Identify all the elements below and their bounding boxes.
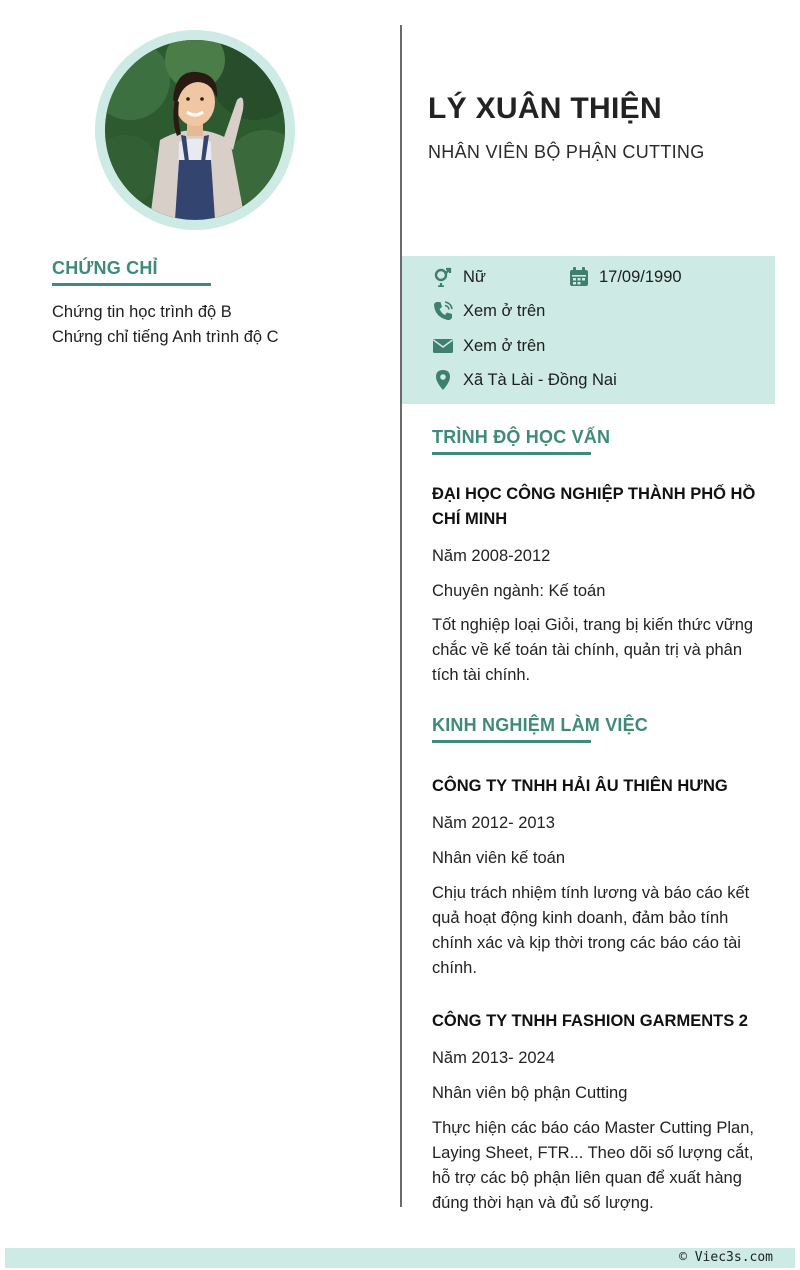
certificates-underline xyxy=(52,283,211,286)
education-title: TRÌNH ĐỘ HỌC VẤN xyxy=(432,427,611,447)
experience-title: KINH NGHIỆM LÀM VIỆC xyxy=(432,715,649,735)
certificate-item: Chứng chỉ tiếng Anh trình độ C xyxy=(52,328,279,346)
job-years: Năm 2012- 2013 xyxy=(432,814,555,832)
avatar-photo xyxy=(105,40,285,220)
education-school: ĐẠI HỌC CÔNG NGHIỆP THÀNH PHỐ HỒ CHÍ MINH xyxy=(432,485,756,528)
education-section xyxy=(432,427,762,688)
avatar xyxy=(105,40,285,220)
phone-value: Xem ở trên xyxy=(463,301,546,320)
footer-bar xyxy=(5,1248,795,1268)
certificates-title: CHỨNG CHỈ xyxy=(52,258,158,278)
certificate-item: Chứng tin học trình độ B xyxy=(52,303,232,321)
map-pin-icon xyxy=(432,369,454,391)
certificates-section xyxy=(52,258,352,350)
phone-row xyxy=(432,300,545,322)
footer-copyright: © Viec3s.com xyxy=(679,1250,773,1265)
candidate-position: NHÂN VIÊN BỘ PHẬN CUTTING xyxy=(428,142,705,162)
education-years: Năm 2008-2012 xyxy=(432,547,551,565)
address-value: Xã Tà Lài - Đồng Nai xyxy=(463,370,617,389)
column-divider xyxy=(400,25,402,1207)
gender-value: Nữ xyxy=(463,267,486,286)
education-description: Tốt nghiệp loại Giỏi, trang bị kiến thức vững chắc về kế toán tài chính, quản trị và phân tích tài chính. xyxy=(432,616,754,684)
birthdate-value: 17/09/1990 xyxy=(599,267,682,286)
candidate-name: LÝ XUÂN THIỆN xyxy=(428,92,662,125)
education-underline xyxy=(432,452,591,455)
job-role: Nhân viên kế toán xyxy=(432,849,566,867)
job-years: Năm 2013- 2024 xyxy=(432,1049,555,1067)
education-major: Chuyên ngành: Kế toán xyxy=(432,582,606,600)
birthdate-row xyxy=(568,266,682,288)
job-role: Nhân viên bộ phận Cutting xyxy=(432,1084,628,1102)
job-description: Thực hiện các báo cáo Master Cutting Plan, Laying Sheet, FTR... Theo dõi số lượng cắt, hỗ trợ các bộ phận liên quan để xuất hàng đúng thời hạn và đủ số lượng. xyxy=(432,1119,754,1212)
job-company: CÔNG TY TNHH FASHION GARMENTS 2 xyxy=(432,1012,748,1030)
email-row xyxy=(432,335,545,357)
avatar-frame xyxy=(95,30,295,230)
contact-info-panel xyxy=(402,256,775,404)
gender-row xyxy=(432,266,486,288)
experience-section xyxy=(432,715,762,1216)
address-row xyxy=(432,369,617,391)
envelope-icon xyxy=(432,335,454,357)
job-company: CÔNG TY TNHH HẢI ÂU THIÊN HƯNG xyxy=(432,777,728,795)
experience-underline xyxy=(432,740,591,743)
certificates-list xyxy=(52,300,352,350)
calendar-icon xyxy=(568,266,590,288)
email-value: Xem ở trên xyxy=(463,336,546,355)
phone-icon xyxy=(432,300,454,322)
job-description: Chịu trách nhiệm tính lương và báo cáo kết quả hoạt động kinh doanh, đảm bảo tính chính xác và kịp thời trong các báo cáo tài chính. xyxy=(432,884,750,977)
gender-icon xyxy=(432,266,454,288)
